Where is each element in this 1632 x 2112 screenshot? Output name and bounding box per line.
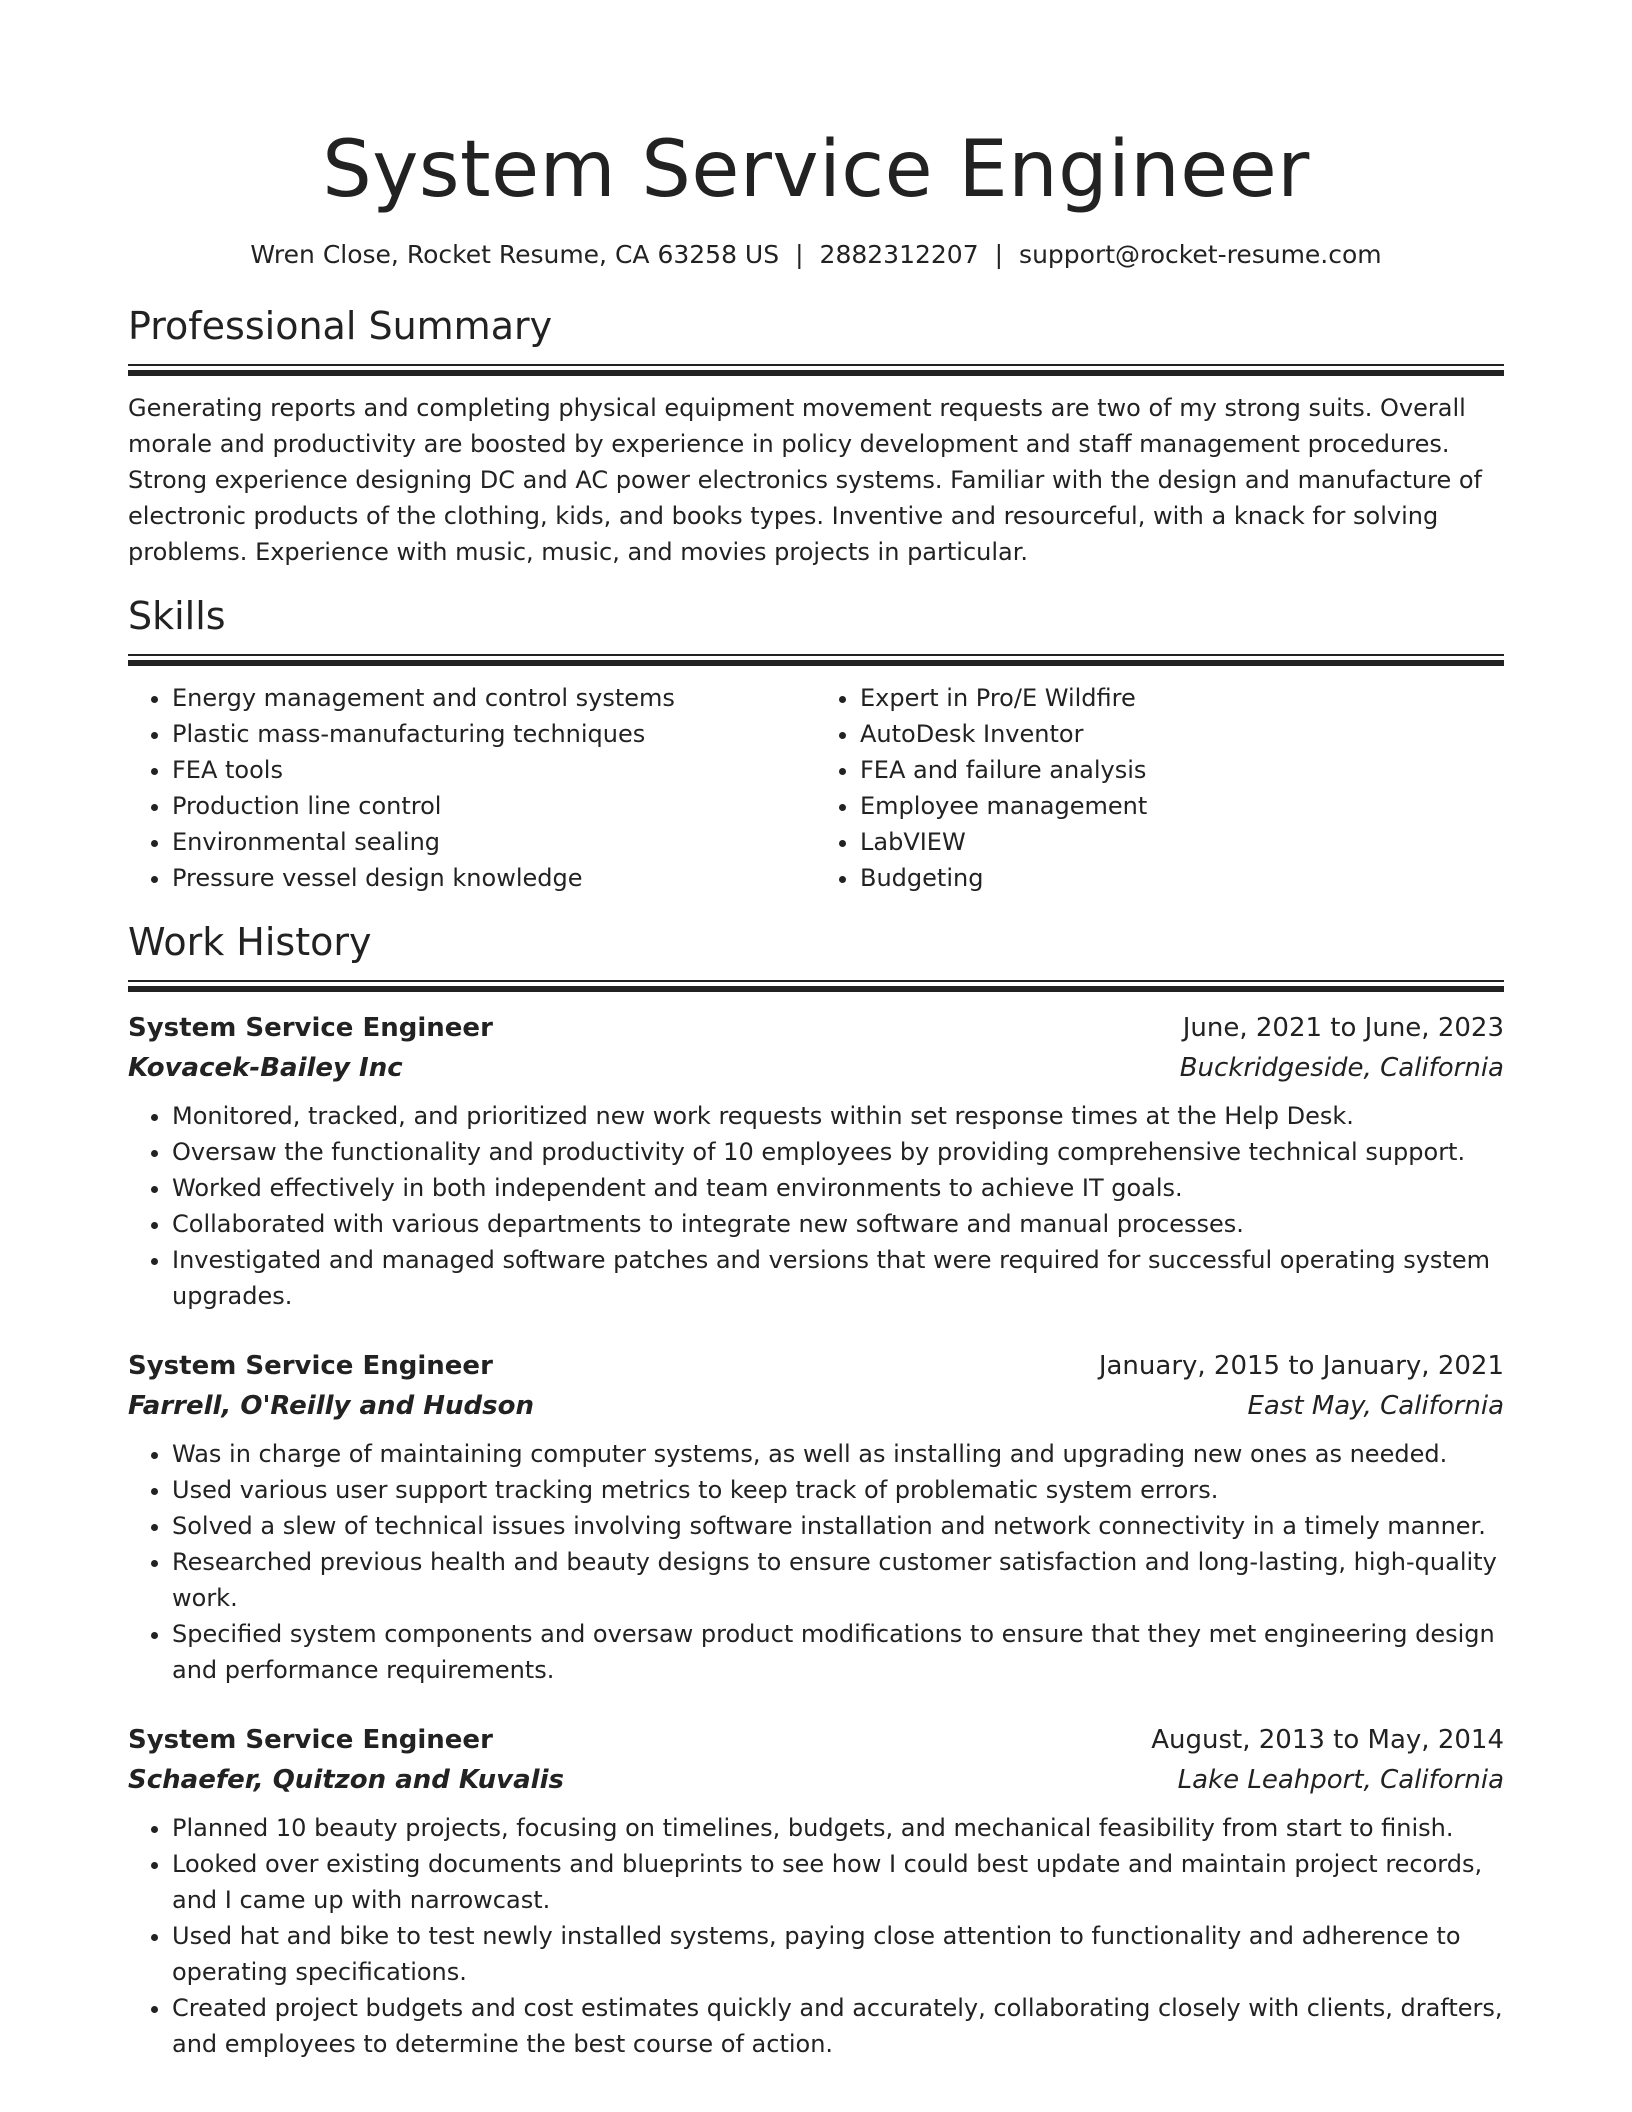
contact-separator: |: [994, 240, 1004, 269]
job-subheader: [128, 1048, 1504, 1088]
skill-item: • Budgeting: [860, 860, 1504, 896]
skill-item: • Pressure vessel design knowledge: [172, 860, 816, 896]
job-bullet: • Used hat and bike to test newly installed systems, paying close attention to functionality and adherence to operating specifications.: [172, 1918, 1504, 1990]
job-subheader: [128, 1760, 1504, 1800]
job-bullets: [128, 1436, 1504, 1688]
skill-item: • Expert in Pro/E Wildfire: [860, 680, 1504, 716]
job-subheader: [128, 1386, 1504, 1426]
job-bullet: • Specified system components and oversaw product modifications to ensure that they met engineering design and performance requirements.: [172, 1616, 1504, 1688]
job-dates: August, 2013 to May, 2014: [1151, 1725, 1504, 1755]
contact-email: support@rocket-resume.com: [1019, 240, 1382, 269]
resume-name: System Service Engineer: [322, 125, 1310, 215]
job-bullet: • Collaborated with various departments to integrate new software and manual processes.: [172, 1206, 1504, 1242]
skill-item: • FEA tools: [172, 752, 816, 788]
section-divider: [128, 364, 1504, 376]
job-title: System Service Engineer: [128, 1013, 493, 1043]
skill-item: • Employee management: [860, 788, 1504, 824]
resume-page: [128, 0, 1504, 2062]
job-header: [128, 1720, 1504, 1760]
job-entry: [128, 1720, 1504, 2062]
job-bullet: • Monitored, tracked, and prioritized new work requests within set response times at the Help Desk.: [172, 1098, 1504, 1134]
job-location: Buckridgeside, California: [1179, 1053, 1504, 1083]
job-location: East May, California: [1247, 1391, 1504, 1421]
job-bullet: • Worked effectively in both independent and team environments to achieve IT goals.: [172, 1170, 1504, 1206]
job-header: [128, 1346, 1504, 1386]
job-location: Lake Leahport, California: [1177, 1765, 1504, 1795]
contact-line: [128, 238, 1504, 272]
contact-phone: 2882312207: [819, 240, 979, 269]
job-dates: June, 2021 to June, 2023: [1182, 1013, 1504, 1043]
job-header: [128, 1008, 1504, 1048]
job-bullet: • Researched previous health and beauty designs to ensure customer satisfaction and long-lasting, high-quality work.: [172, 1544, 1504, 1616]
job-bullets: [128, 1098, 1504, 1314]
section-divider: [128, 980, 1504, 992]
skills-columns: [128, 680, 1504, 896]
job-bullets: [128, 1810, 1504, 2062]
summary-text: Generating reports and completing physical equipment movement requests are two of my strong suits. Overall morale and productivity are boosted by experience in policy development and staff management procedures. Strong experience designing DC and AC power electronics systems. Familiar with the design and manufacture of electronic products of the clothing, kids, and books types. Inventive and resourceful, with a knack for solving problems. Experience with music, music, and movies projects in particular.: [128, 394, 1482, 566]
skills-list-left: [128, 680, 816, 896]
job-bullet: • Oversaw the functionality and productivity of 10 employees by providing comprehensive technical support.: [172, 1134, 1504, 1170]
job-title: System Service Engineer: [128, 1725, 493, 1755]
job-bullet: • Planned 10 beauty projects, focusing on timelines, budgets, and mechanical feasibility from start to finish.: [172, 1810, 1504, 1846]
skill-item: • FEA and failure analysis: [860, 752, 1504, 788]
job-bullet: • Created project budgets and cost estimates quickly and accurately, collaborating closely with clients, drafters, and employees to determine the best course of action.: [172, 1990, 1504, 2062]
job-company: Farrell, O'Reilly and Hudson: [128, 1391, 534, 1421]
job-entry: [128, 1346, 1504, 1688]
job-company: Kovacek-Bailey Inc: [128, 1053, 403, 1083]
job-bullet: • Solved a slew of technical issues involving software installation and network connectivity in a timely manner.: [172, 1508, 1504, 1544]
summary-section: [128, 302, 1504, 570]
skill-item: • Production line control: [172, 788, 816, 824]
skill-item: • Environmental sealing: [172, 824, 816, 860]
job-dates: January, 2015 to January, 2021: [1098, 1351, 1504, 1381]
skills-section: [128, 592, 1504, 896]
contact-address: Wren Close, Rocket Resume, CA 63258 US: [250, 240, 780, 269]
section-title-skills: Skills: [128, 594, 226, 638]
contact-separator: |: [795, 240, 804, 269]
section-title-summary: Professional Summary: [128, 304, 553, 348]
job-bullet: • Investigated and managed software patches and versions that were required for successful operating system upgrades.: [172, 1242, 1504, 1314]
job-bullet: • Looked over existing documents and blueprints to see how I could best update and maintain project records, and I came up with narrowcast.: [172, 1846, 1504, 1918]
section-title-work-history: Work History: [128, 920, 372, 964]
job-entry: [128, 1008, 1504, 1314]
skill-item: • Plastic mass-manufacturing techniques: [172, 716, 816, 752]
skill-item: • Energy management and control systems: [172, 680, 816, 716]
job-title: System Service Engineer: [128, 1351, 493, 1381]
work-history-section: [128, 918, 1504, 2062]
section-divider: [128, 654, 1504, 666]
job-bullet: • Used various user support tracking metrics to keep track of problematic system errors.: [172, 1472, 1504, 1508]
job-company: Schaefer, Quitzon and Kuvalis: [128, 1765, 564, 1795]
job-bullet: • Was in charge of maintaining computer systems, as well as installing and upgrading new ones as needed.: [172, 1436, 1504, 1472]
skill-item: • LabVIEW: [860, 824, 1504, 860]
skill-item: • AutoDesk Inventor: [860, 716, 1504, 752]
skills-list-right: [816, 680, 1504, 896]
